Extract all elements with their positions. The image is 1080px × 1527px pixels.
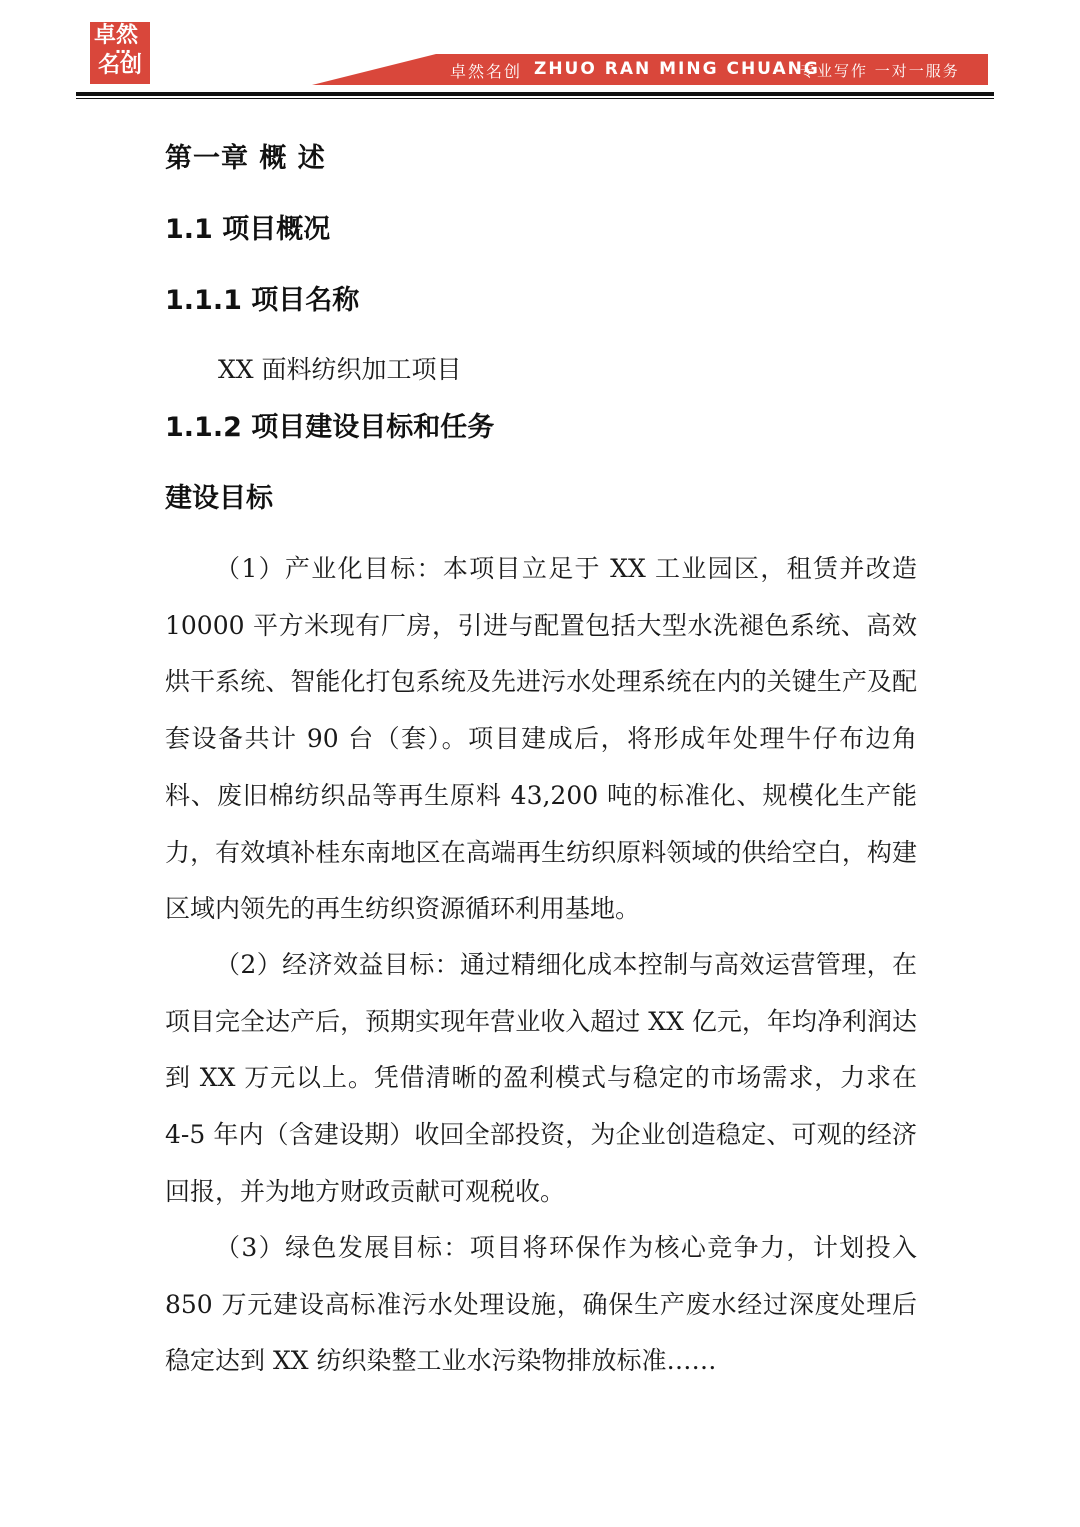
brand-logo — [90, 22, 150, 84]
section-heading-1-1: 1.1 项目概况 — [165, 214, 331, 245]
section-heading-1-1-2: 1.1.2 项目建设目标和任务 — [165, 412, 495, 443]
paragraph-industrialization-goal: （1）产业化目标：本项目立足于 XX 工业园区，租赁并改造 10000 平方米现有厂房，引进与配置包括大型水洗褪色系统、高效烘干系统、智能化打包系统及先进污水处理系统在内的关键生产及配套设备共计 90 台（套）。项目建成后，将形成年处理牛仔布边角料、废旧棉纺织品等再生原料 43,200 吨的标准化、规模化生产能力，有效填补桂东南地区在高端再生纺织原料领域的供给空白，构建区域内领先的再生纺织资源循环利用基地。 — [165, 554, 917, 924]
header-rule-thin — [76, 98, 994, 99]
project-name: XX 面料纺织加工项目 — [218, 355, 462, 384]
subheading-construction-goals: 建设目标 — [165, 483, 273, 514]
paragraph-green-development-goal: （3）绿色发展目标：项目将环保作为核心竞争力，计划投入 850 万元建设高标准污水处理设施，确保生产废水经过深度处理后稳定达到 XX 纺织染整工业水污染物排放标准…… — [165, 1233, 917, 1376]
logo-text-bottom: 名创 — [98, 53, 143, 78]
section-heading-1-1-1: 1.1.1 项目名称 — [165, 285, 360, 316]
header-rule-thick — [76, 92, 994, 96]
logo-text-top: 卓然 — [94, 23, 139, 48]
header-banner — [436, 54, 988, 85]
chapter-title: 第一章 概 述 — [165, 143, 326, 174]
banner-slogan: 专业写作 一对一服务 — [800, 62, 960, 80]
banner-chinese-name: 卓然名创 — [450, 62, 523, 81]
banner-triangle — [312, 54, 436, 85]
paragraph-economic-goal: （2）经济效益目标：通过精细化成本控制与高效运营管理，在项目完全达产后，预期实现年营业收入超过 XX 亿元，年均净利润达到 XX 万元以上。凭借清晰的盈利模式与稳定的市场需求，力求在 4-5 年内（含建设期）收回全部投资，为企业创造稳定、可观的经济回报，并为地方财政贡献可观税收。 — [165, 950, 917, 1206]
logo-dots: ▪▪▪ — [116, 48, 132, 55]
banner-english-name: ZHUO RAN MING CHUANG — [534, 59, 820, 79]
